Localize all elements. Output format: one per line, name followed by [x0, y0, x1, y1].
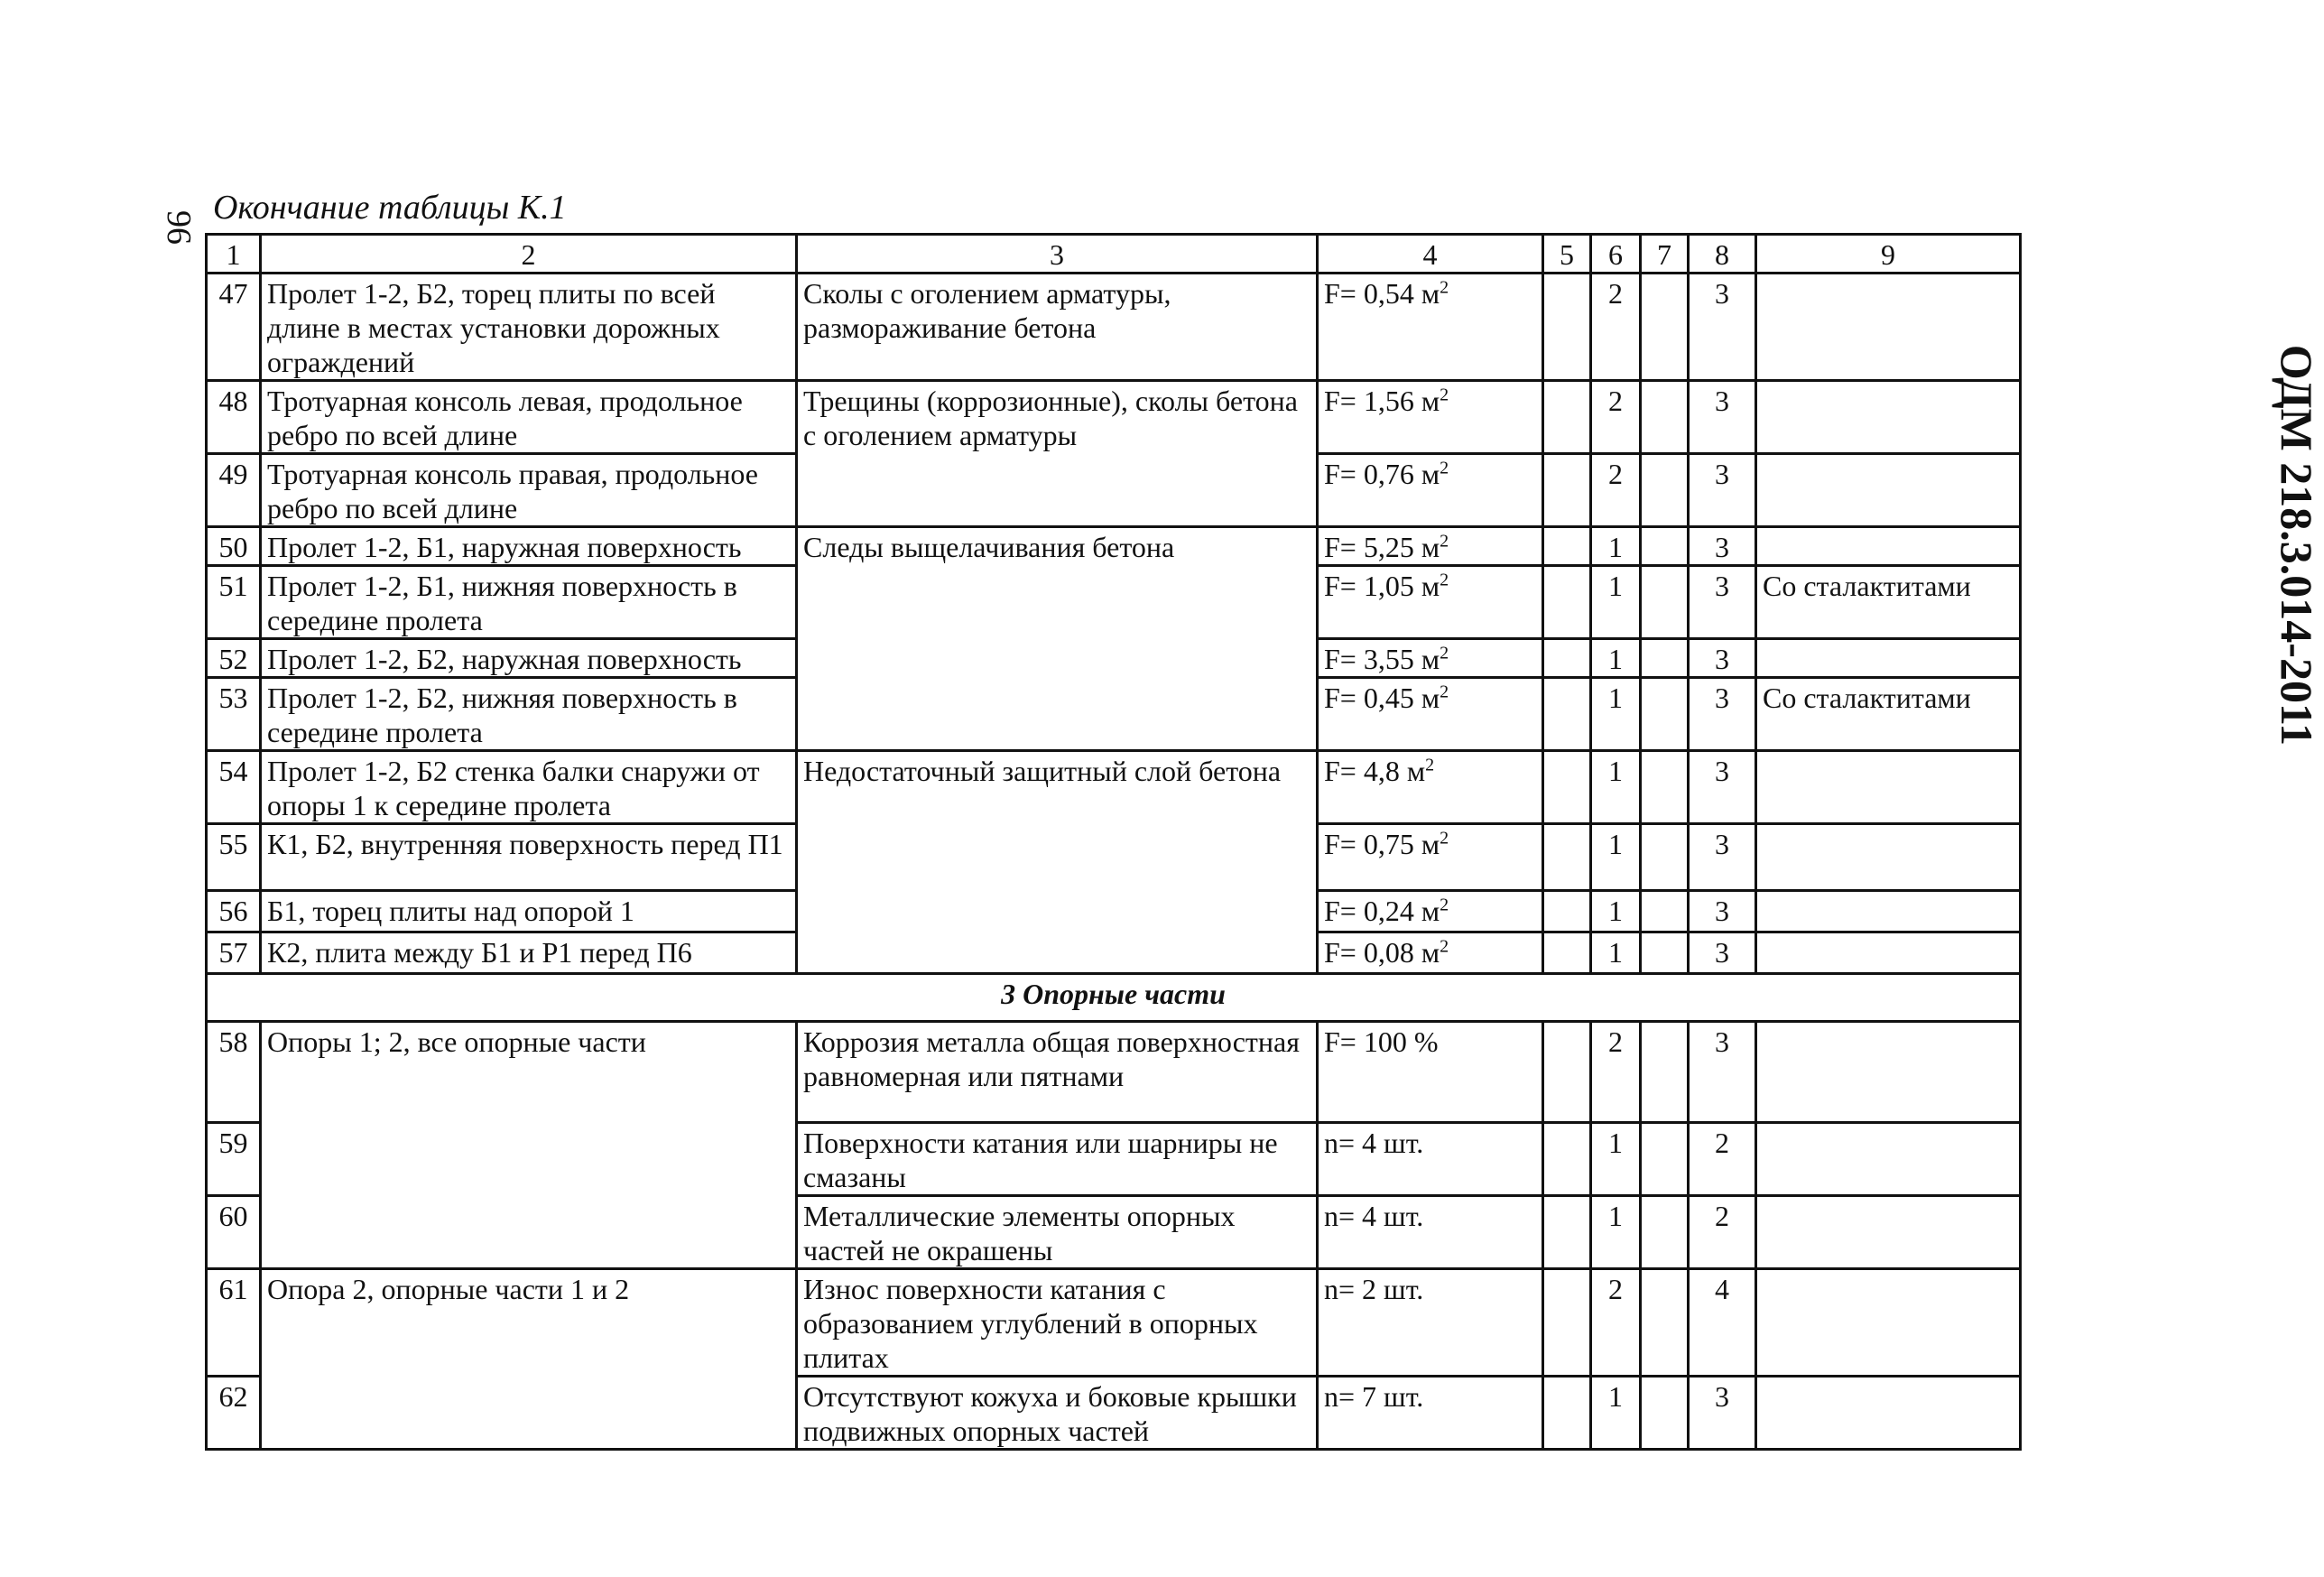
defect-description: Отсутствуют кожуха и боковые крышки подвижных опорных частей: [797, 1377, 1318, 1450]
table-row: [207, 1269, 2021, 1377]
column-7-cell: [1641, 639, 1689, 678]
column-8-cell: 3: [1689, 566, 1756, 639]
defect-size: n= 4 шт.: [1318, 1196, 1543, 1269]
table-row: [207, 527, 2021, 566]
column-8-cell: 3: [1689, 824, 1756, 891]
element-location: Пролет 1-2, Б2, нижняя поверхность в середине пролета: [261, 678, 797, 751]
note-cell: [1756, 824, 2021, 891]
column-5-cell: [1543, 1022, 1591, 1123]
defect-size: F= 1,56 $м^2$: [1318, 381, 1543, 454]
note-cell: Со сталактитами: [1756, 566, 2021, 639]
table-caption: Окончание таблицы К.1: [213, 189, 567, 227]
row-number: 51: [207, 566, 261, 639]
row-number: 54: [207, 751, 261, 824]
row-number: 57: [207, 932, 261, 974]
row-number: 56: [207, 891, 261, 932]
column-6-cell: 1: [1591, 824, 1641, 891]
defect-size: F= 0,08 $м^2$: [1318, 932, 1543, 974]
row-number: 61: [207, 1269, 261, 1377]
row-number: 49: [207, 454, 261, 527]
element-location: Тротуарная консоль левая, продольное ребро по всей длине: [261, 381, 797, 454]
note-cell: [1756, 639, 2021, 678]
column-8-cell: 3: [1689, 381, 1756, 454]
note-cell: [1756, 1269, 2021, 1377]
defect-size: n= 2 шт.: [1318, 1269, 1543, 1377]
element-location: Пролет 1-2, Б2, торец плиты по всей длине в местах установки дорожных ограждений: [261, 274, 797, 381]
column-7-cell: [1641, 824, 1689, 891]
column-6-cell: 1: [1591, 1196, 1641, 1269]
column-7-cell: [1641, 751, 1689, 824]
column-6-cell: 1: [1591, 751, 1641, 824]
defect-size: F= 0,24 $м^2$: [1318, 891, 1543, 932]
section-heading: 3 Опорные части: [207, 974, 2021, 1022]
header-cell-8: 8: [1689, 235, 1756, 274]
column-8-cell: 3: [1689, 751, 1756, 824]
defect-description: Металлические элементы опорных частей не окрашены: [797, 1196, 1318, 1269]
header-cell-1: 1: [207, 235, 261, 274]
defect-description: Трещины (коррозионные), сколы бетона с оголением арматуры: [797, 381, 1318, 527]
table-row: [207, 1022, 2021, 1123]
column-5-cell: [1543, 932, 1591, 974]
note-cell: [1756, 1022, 2021, 1123]
column-5-cell: [1543, 566, 1591, 639]
column-6-cell: 1: [1591, 1377, 1641, 1450]
column-7-cell: [1641, 932, 1689, 974]
element-location: К1, Б2, внутренняя поверхность перед П1: [261, 824, 797, 891]
element-location: Тротуарная консоль правая, продольное ребро по всей длине: [261, 454, 797, 527]
defect-size: F= 0,75 $м^2$: [1318, 824, 1543, 891]
column-8-cell: 2: [1689, 1196, 1756, 1269]
element-location: Пролет 1-2, Б1, нижняя поверхность в середине пролета: [261, 566, 797, 639]
column-5-cell: [1543, 381, 1591, 454]
column-7-cell: [1641, 1123, 1689, 1196]
column-8-cell: 3: [1689, 932, 1756, 974]
column-6-cell: 2: [1591, 1022, 1641, 1123]
column-6-cell: 1: [1591, 639, 1641, 678]
element-location: Пролет 1-2, Б2, наружная поверхность: [261, 639, 797, 678]
column-8-cell: 3: [1689, 527, 1756, 566]
defect-size: F= 1,05 $м^2$: [1318, 566, 1543, 639]
row-number: 62: [207, 1377, 261, 1450]
note-cell: [1756, 274, 2021, 381]
column-6-cell: 1: [1591, 678, 1641, 751]
column-6-cell: 2: [1591, 1269, 1641, 1377]
row-number: 59: [207, 1123, 261, 1196]
column-6-cell: 1: [1591, 566, 1641, 639]
header-cell-4: 4: [1318, 235, 1543, 274]
element-location: К2, плита между Б1 и Р1 перед П6: [261, 932, 797, 974]
header-cell-6: 6: [1591, 235, 1641, 274]
column-6-cell: 1: [1591, 527, 1641, 566]
column-7-cell: [1641, 566, 1689, 639]
note-cell: [1756, 891, 2021, 932]
row-number: 47: [207, 274, 261, 381]
column-6-cell: 2: [1591, 454, 1641, 527]
defect-size: F= 4,8 $м^2$: [1318, 751, 1543, 824]
column-5-cell: [1543, 454, 1591, 527]
column-7-cell: [1641, 381, 1689, 454]
column-5-cell: [1543, 1269, 1591, 1377]
column-5-cell: [1543, 639, 1591, 678]
defects-table: [205, 233, 2022, 1451]
note-cell: [1756, 381, 2021, 454]
defect-size: F= 5,25 $м^2$: [1318, 527, 1543, 566]
defect-size: F= 3,55 $м^2$: [1318, 639, 1543, 678]
column-7-cell: [1641, 1269, 1689, 1377]
table-row: [207, 274, 2021, 381]
column-7-cell: [1641, 274, 1689, 381]
column-5-cell: [1543, 1123, 1591, 1196]
defect-description: Поверхности катания или шарниры не смазаны: [797, 1123, 1318, 1196]
note-cell: Со сталактитами: [1756, 678, 2021, 751]
defect-size: n= 7 шт.: [1318, 1377, 1543, 1450]
column-6-cell: 2: [1591, 381, 1641, 454]
note-cell: [1756, 1196, 2021, 1269]
defect-description: Сколы с оголением арматуры, размораживание бетона: [797, 274, 1318, 381]
row-number: 50: [207, 527, 261, 566]
defect-description: Коррозия металла общая поверхностная равномерная или пятнами: [797, 1022, 1318, 1123]
element-location: Б1, торец плиты над опорой 1: [261, 891, 797, 932]
element-location: Пролет 1-2, Б2 стенка балки снаружи от опоры 1 к середине пролета: [261, 751, 797, 824]
element-location: Пролет 1-2, Б1, наружная поверхность: [261, 527, 797, 566]
row-number: 58: [207, 1022, 261, 1123]
note-cell: [1756, 454, 2021, 527]
column-7-cell: [1641, 1377, 1689, 1450]
row-number: 60: [207, 1196, 261, 1269]
table-header-row: [207, 235, 2021, 274]
column-8-cell: 3: [1689, 1022, 1756, 1123]
column-5-cell: [1543, 678, 1591, 751]
element-location: Опоры 1; 2, все опорные части: [261, 1022, 797, 1269]
column-7-cell: [1641, 1022, 1689, 1123]
note-cell: [1756, 1377, 2021, 1450]
column-7-cell: [1641, 454, 1689, 527]
row-number: 53: [207, 678, 261, 751]
column-8-cell: 3: [1689, 274, 1756, 381]
column-6-cell: 1: [1591, 932, 1641, 974]
defect-size: n= 4 шт.: [1318, 1123, 1543, 1196]
row-number: 55: [207, 824, 261, 891]
column-5-cell: [1543, 751, 1591, 824]
row-number: 48: [207, 381, 261, 454]
column-6-cell: 2: [1591, 274, 1641, 381]
column-5-cell: [1543, 1196, 1591, 1269]
table-row: [207, 751, 2021, 824]
defect-description: Износ поверхности катания с образованием углублений в опорных плитах: [797, 1269, 1318, 1377]
defect-size: F= 0,54 $м^2$: [1318, 274, 1543, 381]
column-7-cell: [1641, 891, 1689, 932]
defect-description: Недостаточный защитный слой бетона: [797, 751, 1318, 974]
note-cell: [1756, 751, 2021, 824]
column-8-cell: 3: [1689, 454, 1756, 527]
column-8-cell: 2: [1689, 1123, 1756, 1196]
header-cell-5: 5: [1543, 235, 1591, 274]
column-5-cell: [1543, 891, 1591, 932]
header-cell-9: 9: [1756, 235, 2021, 274]
note-cell: [1756, 932, 2021, 974]
document-code: ОДМ 218.3.014-2011: [2272, 344, 2322, 747]
note-cell: [1756, 1123, 2021, 1196]
defect-description: Следы выщелачивания бетона: [797, 527, 1318, 751]
element-location: Опора 2, опорные части 1 и 2: [261, 1269, 797, 1450]
column-8-cell: 3: [1689, 891, 1756, 932]
defect-size: F= 0,76 $м^2$: [1318, 454, 1543, 527]
header-cell-3: 3: [797, 235, 1318, 274]
defect-size: F= 0,45 $м^2$: [1318, 678, 1543, 751]
column-5-cell: [1543, 274, 1591, 381]
column-5-cell: [1543, 1377, 1591, 1450]
column-8-cell: 3: [1689, 639, 1756, 678]
column-8-cell: 3: [1689, 678, 1756, 751]
row-number: 52: [207, 639, 261, 678]
header-cell-7: 7: [1641, 235, 1689, 274]
column-7-cell: [1641, 1196, 1689, 1269]
column-6-cell: 1: [1591, 891, 1641, 932]
defect-size: F= 100 %: [1318, 1022, 1543, 1123]
page-number: 96: [160, 210, 198, 245]
section-row: [207, 974, 2021, 1022]
table-row: [207, 381, 2021, 454]
column-8-cell: 3: [1689, 1377, 1756, 1450]
header-cell-2: 2: [261, 235, 797, 274]
column-5-cell: [1543, 824, 1591, 891]
note-cell: [1756, 527, 2021, 566]
column-7-cell: [1641, 527, 1689, 566]
column-8-cell: 4: [1689, 1269, 1756, 1377]
column-5-cell: [1543, 527, 1591, 566]
column-6-cell: 1: [1591, 1123, 1641, 1196]
column-7-cell: [1641, 678, 1689, 751]
